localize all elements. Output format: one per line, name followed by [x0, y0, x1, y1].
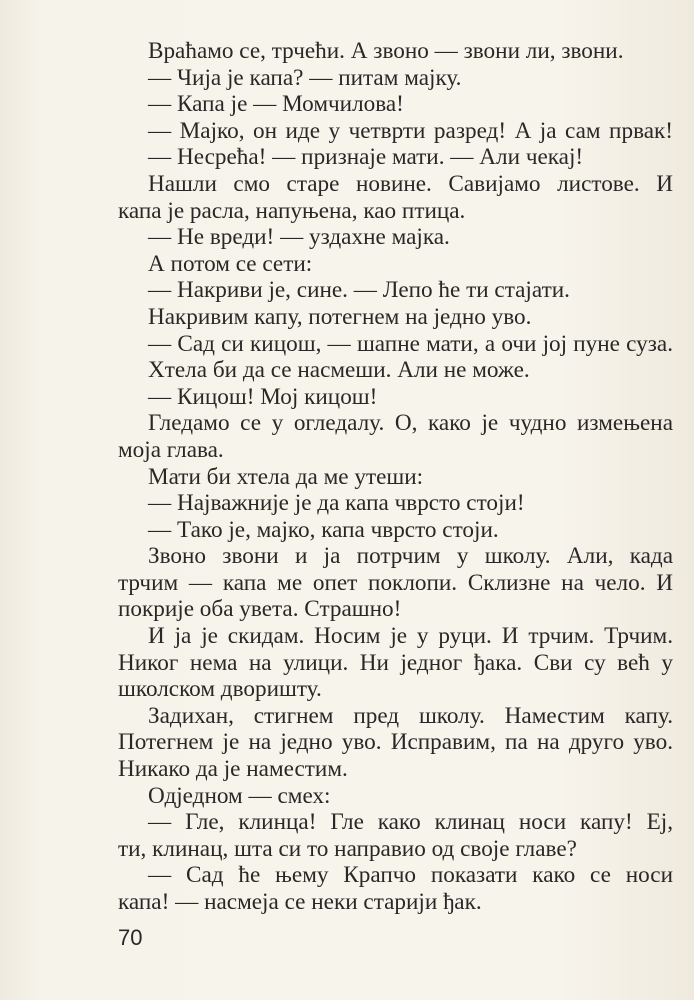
text-line: Одједном — смех: [148, 782, 331, 809]
text-line: Потегнем је на једно уво. Исправим, па на друго уво. [118, 729, 673, 756]
text-line: Мати би хтела да ме утеши: [148, 463, 424, 490]
page-text [118, 38, 673, 916]
text-line: Накривим капу, потегнем на једно уво. [148, 303, 532, 330]
text-line: Враћамо се, трчећи. А звоно — звони ли, звони. [148, 38, 624, 64]
text-line: — Сад ће њему Крапчо показати како се носи [148, 862, 673, 889]
text-line: — Тако је, мајко, капа чврсто стоји. [148, 516, 499, 543]
text-line: — Накриви је, сине. — Лепо ће ти стајати. [148, 277, 570, 304]
text-line: капа је расла, напуњена, као птица. [118, 197, 466, 224]
text-line: Гледамо се у огледалу. О, како је чудно измењена [148, 410, 673, 437]
text-line: Звоно звони и ја потрчим у школу. Али, када [148, 543, 673, 570]
text-line: моја глава. [118, 436, 224, 463]
text-line: Никог нема на улици. Ни једног ђака. Сви су већ у [118, 649, 673, 676]
text-line: ти, клинац, шта си то направио од своје главе? [118, 835, 577, 862]
text-line: — Мајко, он иде у четврти разред! А ја сам првак! [148, 117, 673, 144]
text-line: А потом се сети: [148, 250, 313, 277]
text-line: — Капа је — Момчилова! [148, 91, 404, 118]
text-line: — Сад си кицош, — шапне мати, а очи јој пуне суза. [148, 330, 673, 357]
text-line: — Најважније је да капа чврсто стоји! [148, 490, 525, 517]
text-line: — Гле, клинца! Гле како клинац носи капу! Еј, [148, 809, 673, 836]
text-line: капа! — насмеја се неки старији ђак. [118, 889, 482, 915]
text-line: Никако да је наместим. [118, 756, 348, 783]
text-line: трчим — капа ме опет поклопи. Склизне на чело. И [118, 569, 673, 596]
text-line: — Кицош! Мој кицош! [148, 383, 378, 410]
text-line: И ја је скидам. Носим је у руци. И трчим. Трчим. [148, 623, 673, 650]
text-line: Хтела би да се насмеши. Али не може. [148, 357, 530, 384]
text-line: Задихан, стигнем пред школу. Наместим капу. [148, 702, 673, 729]
text-line: покрије оба увета. Страшно! [118, 596, 402, 623]
text-line: школском дворишту. [118, 676, 322, 703]
text-line: — Несрећа! — признаје мати. — Али чекај! [148, 144, 584, 171]
text-line: Нашли смо старе новине. Савијамо листове. И [148, 170, 673, 197]
page-number: 70 [118, 925, 143, 950]
text-line: — Чија је капа? — питам мајку. [148, 64, 462, 91]
text-line: — Не вреди! — уздахне мајка. [148, 224, 450, 251]
